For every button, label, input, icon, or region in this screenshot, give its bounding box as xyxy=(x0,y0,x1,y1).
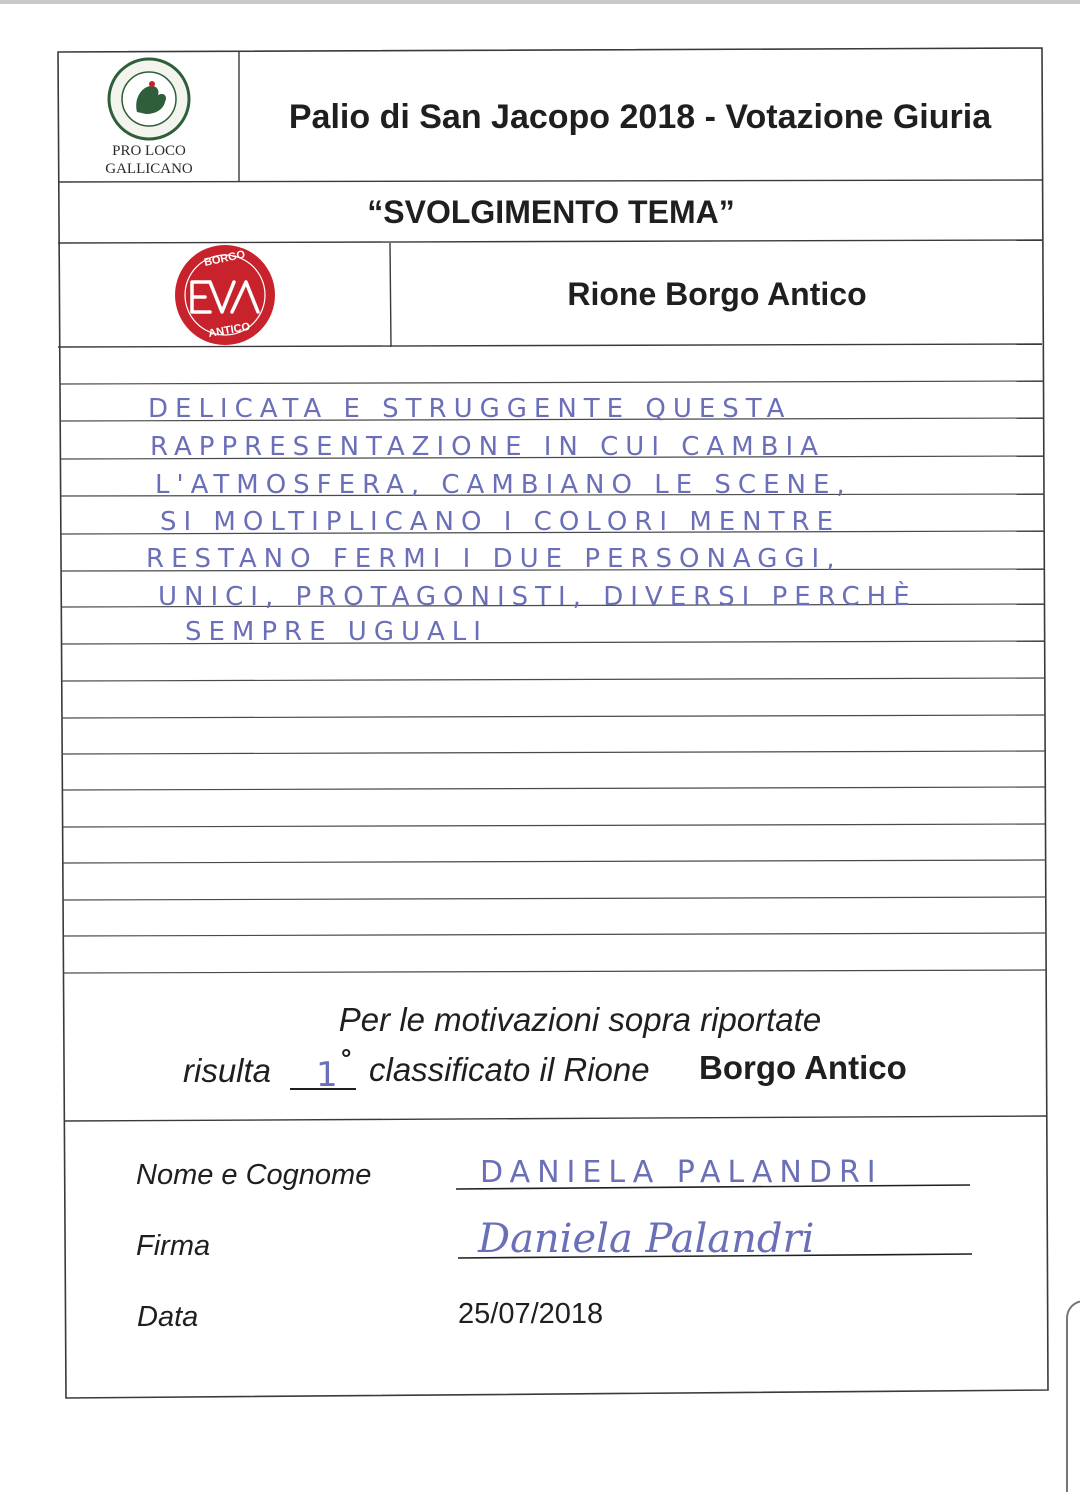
rione-logo-divider xyxy=(390,243,391,347)
result-middle: classificato il Rione xyxy=(369,1051,650,1088)
badge-bottom-text: ANTICO xyxy=(207,320,252,340)
rione-divider xyxy=(58,344,1042,347)
result-line-1: Per le motivazioni sopra riportate xyxy=(338,1001,822,1038)
position-value: 1 xyxy=(316,1055,338,1095)
scan-page-curl xyxy=(1066,1300,1080,1492)
result-prefix: risulta xyxy=(183,1052,272,1089)
badge-top-text: BORGO xyxy=(203,248,247,269)
handwritten-line-6: UNICI, PROTAGONISTI, DIVERSI PERCHÈ xyxy=(158,582,917,612)
firma-label: Firma xyxy=(136,1230,211,1262)
pro-loco-logo xyxy=(105,59,193,177)
name-value: DANIELA PALANDRI xyxy=(480,1155,883,1190)
degree-sign: ° xyxy=(341,1043,352,1073)
handwritten-line-7: SEMPRE UGUALI xyxy=(185,617,488,647)
firma-value: Daniela Palandri xyxy=(478,1216,815,1262)
result-divider xyxy=(64,1116,1047,1121)
handwritten-line-2: RAPPRESENTAZIONE IN CUI CAMBIA xyxy=(150,432,825,462)
section-divider xyxy=(58,240,1042,243)
borgo-antico-badge xyxy=(175,245,275,345)
logo-text-line1: PRO LOCO xyxy=(112,143,186,159)
handwritten-line-5: RESTANO FERMI I DUE PERSONAGGI, xyxy=(146,544,842,574)
name-label: Nome e Cognome xyxy=(136,1159,372,1191)
handwritten-line-1: DELICATA E STRUGGENTE QUESTA xyxy=(148,394,792,424)
date-value: 25/07/2018 xyxy=(458,1298,604,1330)
date-label: Data xyxy=(137,1301,199,1333)
header-divider xyxy=(58,180,1042,182)
section-title: “SVOLGIMENTO TEMA” xyxy=(367,194,735,230)
rione-name: Rione Borgo Antico xyxy=(567,276,867,312)
result-rione-name: Borgo Antico xyxy=(699,1049,907,1086)
form-title: Palio di San Jacopo 2018 - Votazione Giuria xyxy=(288,98,992,136)
handwritten-line-3: L'ATMOSFERA, CAMBIANO LE SCENE, xyxy=(155,470,852,500)
handwritten-comment xyxy=(146,394,917,647)
logo-text-line2: GALLICANO xyxy=(105,161,193,177)
handwritten-line-4: SI MOLTIPLICANO I COLORI MENTRE xyxy=(160,507,840,537)
